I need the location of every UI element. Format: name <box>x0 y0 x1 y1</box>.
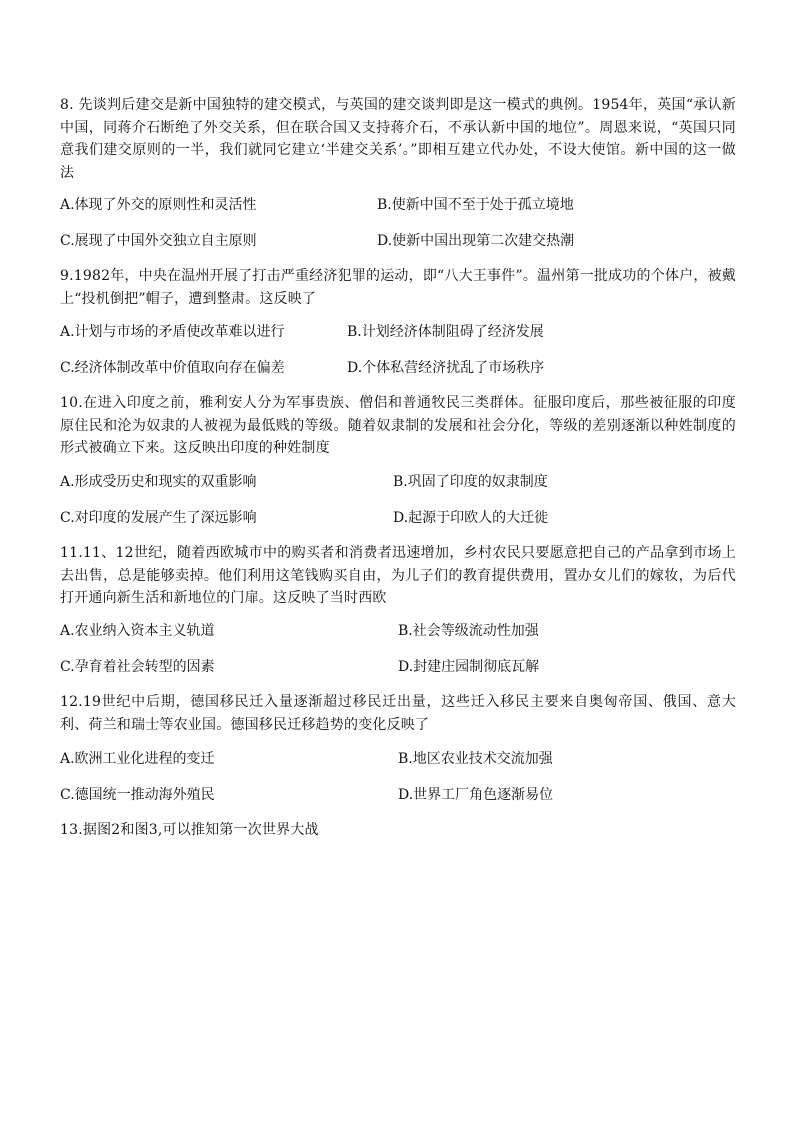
question-12-option-d: D.世界工厂角色逐渐易位 <box>398 787 554 803</box>
question-10-option-a: A.形成受历史和现实的双重影响 <box>60 474 257 490</box>
question-11-option-a: A.农业纳入资本主义轨道 <box>60 623 215 639</box>
question-11-stem: 11.11、12世纪，随着西欧城市中的购买者和消费者迅速增加，乡村农民只要愿意把自己的产品拿到市场上去出售，总是能够卖掉。他们利用这笔钱购买自由，为儿子们的教育提供费用，置办女儿们的嫁妆，为后代打开通向新生活和新地位的门扉。这反映了当时西欧 <box>60 545 736 606</box>
question-12-stem: 12.19世纪中后期，德国移民迁入量逐渐超过移民迁出量，这些迁入移民主要来自奥匈帝国、俄国、意大利、荷兰和瑞士等农业国。德国移民迁移趋势的变化反映了 <box>60 694 736 733</box>
question-12-option-c: C.德国统一推动海外殖民 <box>60 787 215 803</box>
question-10-option-c: C.对印度的发展产生了深远影响 <box>60 510 257 526</box>
question-8-option-b: B.使新中国不至于处于孤立境地 <box>377 197 574 213</box>
question-10-option-b: B.巩固了印度的奴隶制度 <box>393 474 548 490</box>
question-8-stem: 8. 先谈判后建交是新中国独特的建交模式，与英国的建交谈判即是这一模式的典例。1954年，英国“承认新中国，同蒋介石断绝了外交关系，但在联合国又支持蒋介石，不承认新中国的地位”。周恩来说，“英国只同意我们建交原则的一半，我们就同它建立‘半建交关系’。”即相互建立代办处，不设大使馆。新中国的这一做法 <box>60 97 736 181</box>
question-9-option-a: A.计划与市场的矛盾使改革难以进行 <box>60 324 285 340</box>
question-10-stem: 10.在进入印度之前，雅利安人分为军事贵族、僧侣和普通牧民三类群体。征服印度后，那些被征服的印度原住民和沦为奴隶的人被视为最低贱的等级。随着奴隶制的发展和社会分化，等级的差别逐渐以种姓制度的形式被确立下来。这反映出印度的种姓制度 <box>60 395 736 456</box>
question-8-option-a: A.体现了外交的原则性和灵活性 <box>60 197 257 213</box>
question-12-option-a: A.欧洲工业化进程的变迁 <box>60 751 215 767</box>
question-9-option-c: C.经济体制改革中价值取向存在偏差 <box>60 360 285 376</box>
question-11-option-c: C.孕育着社会转型的因素 <box>60 659 215 675</box>
question-9-stem: 9.1982年，中央在温州开展了打击严重经济犯罪的运动，即“八大王事件”。温州第一批成功的个体户，被戴上“投机倒把”帽子，遭到整肃。这反映了 <box>60 268 736 307</box>
question-9-option-d: D.个体私营经济扰乱了市场秩序 <box>347 360 545 376</box>
question-8-option-c: C.展现了中国外交独立自主原则 <box>60 233 257 249</box>
question-9-option-b: B.计划经济体制阻碍了经济发展 <box>347 324 544 340</box>
question-13-stem: 13.据图2和图3,可以推知第一次世界大战 <box>60 822 319 838</box>
question-11-option-d: D.封建庄园制彻底瓦解 <box>398 659 540 675</box>
question-8-option-d: D.使新中国出现第二次建交热潮 <box>377 233 575 249</box>
question-12-option-b: B.地区农业技术交流加强 <box>398 751 553 767</box>
question-10-option-d: D.起源于印欧人的大迁徙 <box>393 510 549 526</box>
question-11-option-b: B.社会等级流动性加强 <box>398 623 539 639</box>
